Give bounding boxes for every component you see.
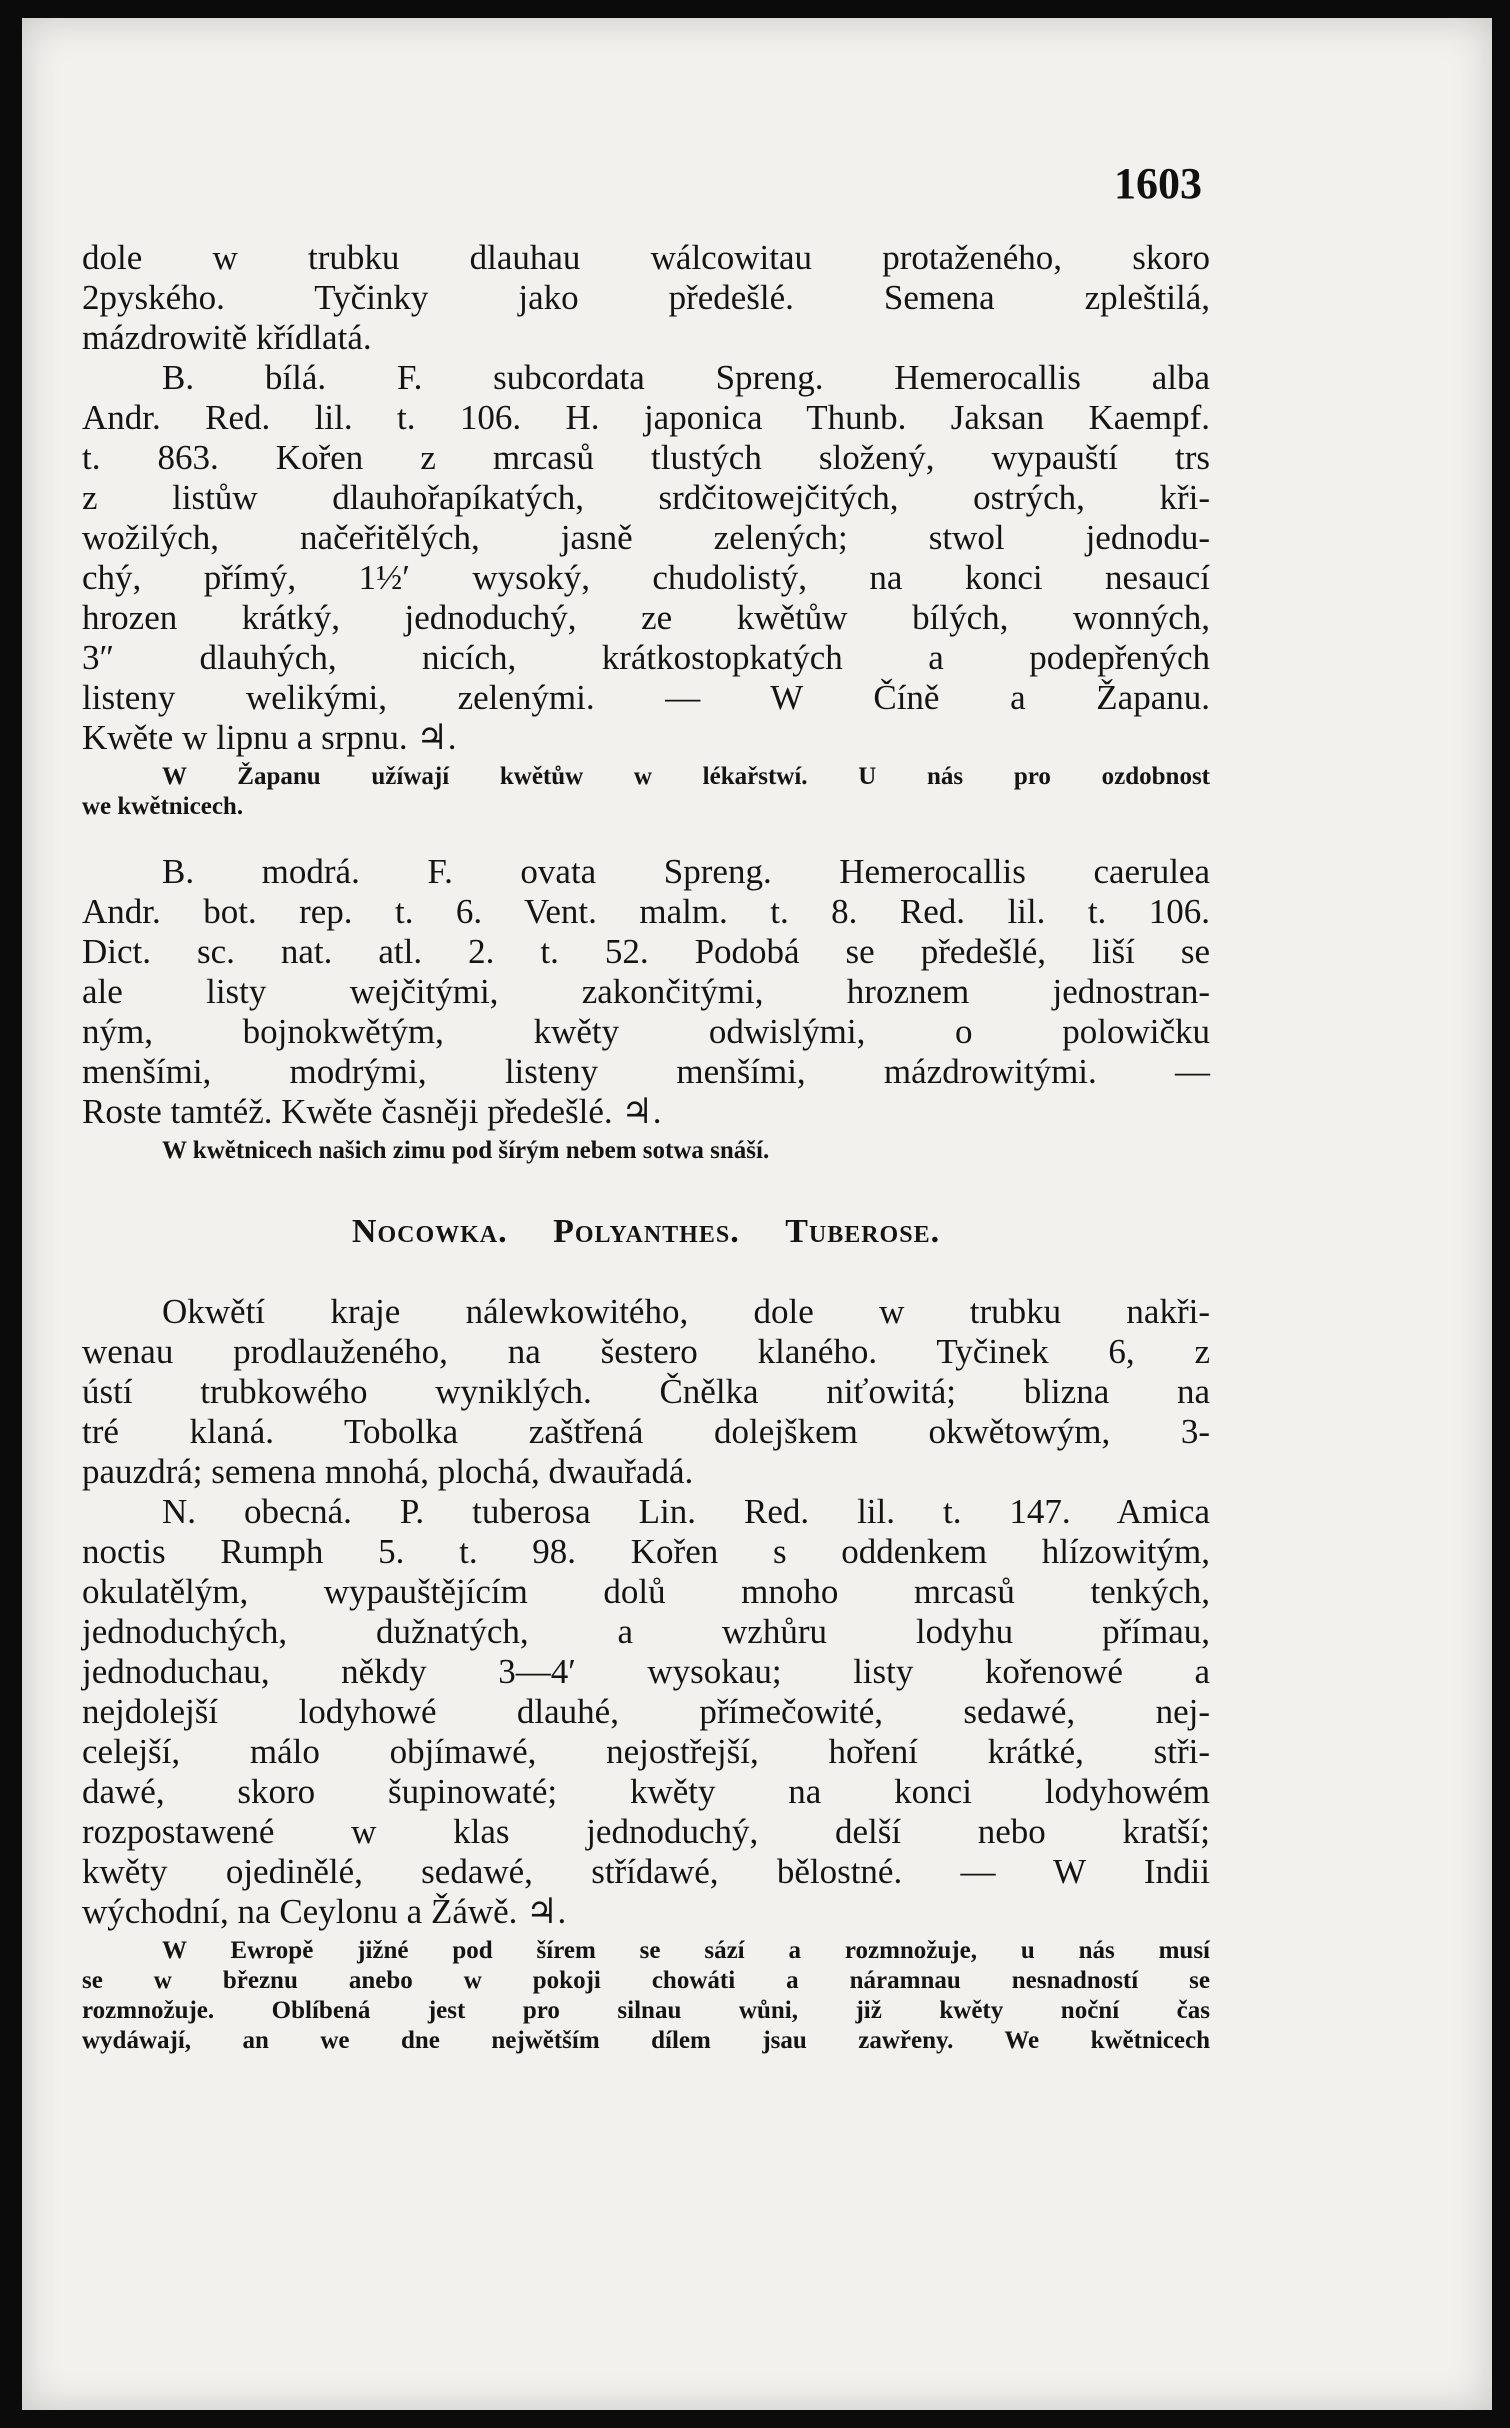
text-line: mázdrowitě křídlatá. [82, 318, 372, 357]
text-line: 3″ dlauhých, nicích, krátkostopkatých a podepřených [82, 638, 1210, 677]
text-line: Roste tamtéž. Kwěte časněji předešlé. ♃. [82, 1092, 662, 1131]
spacer [82, 822, 1210, 852]
text-line: wydáwají, an we dne nejwětším dílem jsau zawřeny. We kwětnicech [82, 2027, 1210, 2054]
genus-description [82, 1292, 1210, 1492]
text-line: nejdolejší lodyhowé dlauhé, přímečowité, sedawé, nej- [82, 1692, 1210, 1731]
text-line: ústí trubkowého wyniklých. Čnělka niťowitá; blizna na [82, 1372, 1210, 1411]
text-line: Kwěte w lipnu a srpnu. ♃. [82, 718, 457, 757]
text-line: Okwětí kraje nálewkowitého, dole w trubku nakři- [162, 1292, 1210, 1331]
book-page [22, 18, 1492, 2410]
genus-name-german: Tuberose. [785, 1213, 941, 1250]
text-line: wožilých, načeřitělých, jasně zelených; stwol jednodu- [82, 518, 1210, 557]
text-line: kwěty ojedinělé, sedawé, střídawé, bělostné. — W Indii [82, 1852, 1210, 1891]
text-line: Andr. bot. rep. t. 6. Vent. malm. t. 8. Red. lil. t. 106. [82, 892, 1210, 931]
page-text [82, 238, 1210, 2056]
text-line: noctis Rumph 5. t. 98. Kořen s oddenkem hlízowitým, [82, 1532, 1210, 1571]
text-line: t. 863. Kořen z mrcasů tlustých složený, wypauští trs [82, 438, 1210, 477]
genus-name-czech: Nocowka. [351, 1213, 508, 1250]
text-line: rozmnožuje. Oblíbená jest pro silnau wůni, již kwěty noční čas [82, 1997, 1210, 2024]
text-line: W kwětnicech našich zimu pod šírým nebem sotwa snáší. [162, 1137, 770, 1164]
note-small [82, 762, 1210, 822]
text-line: hrozen krátký, jednoduchý, ze kwětůw bílých, wonných, [82, 598, 1210, 637]
text-line: 2pyského. Tyčinky jako předešlé. Semena zpleštilá, [82, 278, 1210, 317]
text-line: ale listy wejčitými, zakončitými, hroznem jednostran- [82, 972, 1210, 1011]
text-line: jednoduchau, někdy 3—4′ wysokau; listy kořenowé a [82, 1652, 1210, 1691]
genus-name-latin: Polyanthes. [553, 1213, 740, 1250]
text-line: N. obecná. P. tuberosa Lin. Red. lil. t. 147. Amica [162, 1492, 1210, 1531]
text-line: menšími, modrými, listeny menšími, mázdrowitými. — [82, 1052, 1210, 1091]
text-line: pauzdrá; semena mnohá, plochá, dwauřadá. [82, 1452, 694, 1491]
text-line: listeny welikými, zelenými. — W Číně a Žapanu. [82, 678, 1210, 717]
page-number: 1603 [1114, 159, 1202, 208]
text-line: Dict. sc. nat. atl. 2. t. 52. Podobá se předešlé, liší se [82, 932, 1210, 971]
text-line: okulatělým, wypauštějícím dolů mnoho mrcasů tenkých, [82, 1572, 1210, 1611]
text-line: Andr. Red. lil. t. 106. H. japonica Thunb. Jaksan Kaempf. [82, 398, 1210, 437]
text-line: wýchodní, na Ceylonu a Žáwě. ♃. [82, 1892, 567, 1931]
text-line: W Žapanu užíwají kwětůw w lékařstwí. U nás pro ozdobnost [162, 763, 1210, 790]
text-line: B. bílá. F. subcordata Spreng. Hemerocallis alba [162, 358, 1210, 397]
genus-heading [82, 1212, 1210, 1252]
text-line: rozpostawené w klas jednoduchý, delší nebo kratší; [82, 1812, 1210, 1851]
text-line: B. modrá. F. ovata Spreng. Hemerocallis caerulea [162, 852, 1210, 891]
text-line: tré klaná. Tobolka zaštřená dolejškem okwětowým, 3- [82, 1412, 1210, 1451]
text-line: celejší, málo objímawé, nejostřejší, hoření krátké, stři- [82, 1732, 1210, 1771]
note-small [82, 1936, 1210, 2056]
text-line: se w březnu anebo w pokoji chowáti a náramnau nesnadností se [82, 1967, 1210, 1994]
text-line: W Ewropě jižné pod šírem se sází a rozmnožuje, u nás musí [162, 1937, 1210, 1964]
text-line: dawé, skoro šupinowaté; kwěty na konci lodyhowém [82, 1772, 1210, 1811]
species-entry-bila [82, 358, 1210, 758]
text-line: dole w trubku dlauhau wálcowitau protaženého, skoro [82, 238, 1210, 277]
species-entry-modra [82, 852, 1210, 1132]
species-entry-obecna [82, 1492, 1210, 1932]
text-line: we kwětnicech. [82, 793, 244, 820]
paragraph-continuation [82, 238, 1210, 358]
text-line: z listůw dlauhořapíkatých, srdčitowejčitých, ostrých, kři- [82, 478, 1210, 517]
text-line: ným, bojnokwětým, kwěty odwislými, o polowičku [82, 1012, 1210, 1051]
text-line: wenau prodlauženého, na šestero klaného. Tyčinek 6, z [82, 1332, 1210, 1371]
text-line: jednoduchých, dužnatých, a wzhůru lodyhu přímau, [82, 1612, 1210, 1651]
note-small [82, 1136, 1210, 1166]
text-line: chý, přímý, 1½′ wysoký, chudolistý, na konci nesaucí [82, 558, 1210, 597]
